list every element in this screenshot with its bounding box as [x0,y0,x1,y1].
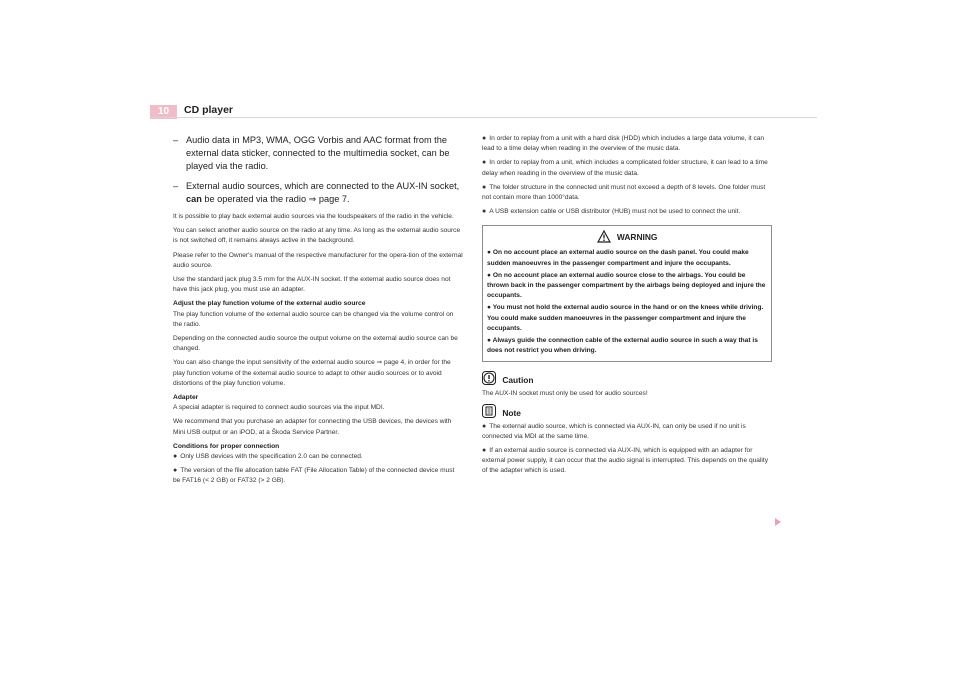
bullet-dot-icon: ● [482,159,487,167]
right-column [482,134,772,481]
bullet-dot-icon: ● [487,271,493,279]
bullet-dot-icon: ● [482,208,487,216]
note-title: Note [502,407,521,418]
caution-title: Caution [502,375,534,386]
bullet-item [482,134,772,154]
body-paragraph: It is possible to play back external audio sources via the loudspeakers of the radio in the vehicle. [173,213,454,221]
bullet-dot-icon: ● [482,422,487,430]
body-paragraph: You can select another audio source on the radio at any time. As long as the external audio source is not switched off, it remains always active in the background. [173,227,461,245]
next-page-arrow-icon[interactable] [775,518,781,526]
bullet-text: If an external audio source is connected via AUX-IN, which is equipped with an adapter for external power supply, it can occur that the audio signal is interrupted. This depends on the quality of the adapter which is used. [482,447,769,475]
bullet-dot-icon: ● [487,249,493,257]
bullet-text: The external audio source, which is connected via AUX-IN, can only be used if no unit is connected via MDI at the same time. [482,422,746,440]
dash-list-item [173,134,463,174]
bullet-dot-icon: ● [487,337,493,345]
dash-item-text: External audio sources, which are connected to the AUX-IN socket, [186,180,460,191]
body-paragraph: We recommend that you purchase an adapter for connecting the USB devices, the devices with Mini USB output or an iPOD, at a Škoda Service Partner. [173,418,452,436]
bullet-item [482,183,772,203]
body-paragraph: A special adapter is required to connect audio sources via the input MDI. [173,404,385,412]
bullet-dot-icon: ● [482,183,487,191]
bullet-item [173,452,463,462]
caution-exclamation-icon [482,371,496,385]
section-heading: Conditions for proper connection [173,442,280,450]
bullet-text: In order to replay from a unit, which includes a complicated folder structure, it can lead to a time delay when reading in the overview of the music data. [482,159,768,177]
warning-item [487,303,767,334]
bullet-text: The folder structure in the connected unit must not exceed a depth of 8 levels. One folder must not contain more than 1000°data. [482,183,766,202]
warning-text: Always guide the connection cable of the external audio source in such a way that is does not restrict you when driving. [487,337,758,355]
page-number: 10 [150,105,177,119]
body-paragraph: The play function volume of the external audio source can be changed via the volume control on the radio. [173,310,454,328]
bullet-text: Only USB devices with the specification 2.0 can be connected. [180,453,363,461]
paragraph-text: You can also change the input sensitivity of the external audio source [173,359,375,367]
warning-text: On no account place an external audio source close to the airbags. You could be thrown back in the passenger compartment by the airbags being deployed and injure the occupants. [487,271,766,300]
note-info-icon [482,404,496,418]
dash-item-text: Audio data in MP3, WMA, OGG Vorbis and AAC format from the external data sticker, connected to the multimedia socket, can be played via the radio. [186,135,450,172]
caution-heading [482,371,772,387]
body-paragraph: Use the standard jack plug 3.5 mm for the AUX-IN socket. If the external audio source does not have this jack plug, you must use an adapter. [173,276,451,294]
body-paragraph [173,358,463,389]
dash-item-bold: can [186,193,202,204]
section-heading: Adapter [173,394,199,402]
page-ref-link[interactable]: page 4, [383,359,406,367]
bullet-dot-icon: ● [173,467,178,475]
bullet-dot-icon: ● [482,135,487,142]
ref-arrow-icon: ⇒ [308,193,317,204]
bullet-dot-icon: ● [487,304,493,312]
section-heading: Adjust the play function volume of the external audio source [173,300,366,308]
bullet-item [482,207,772,217]
page-ref-link[interactable]: page 7. [318,193,350,204]
warning-title: WARNING [616,232,658,243]
dash-item-text-after: be operated via the radio [204,193,307,204]
note-heading [482,404,772,420]
page-title: CD player [184,104,234,116]
bullet-item [482,446,772,477]
dash-marker: – [173,135,179,145]
bullet-item [173,466,463,486]
bullet-item [482,422,772,442]
header-divider [150,117,817,118]
body-paragraph: Depending on the connected audio source the output volume on the external audio source can be changed. [173,335,458,353]
bullet-text: In order to replay from a unit with a hard disk (HDD) which includes a large data volume, it can lead to a time delay when reading in the overview of the music data. [482,135,765,153]
bullet-text: The version of the file allocation table FAT (File Allocation Table) of the connected device must be FAT16 (< 2 GB) or FAT32 (> 2 GB). [173,467,455,485]
warning-triangle-icon [597,230,611,243]
warning-box [482,225,772,362]
warning-item [487,271,767,302]
warning-heading [487,230,767,244]
ref-arrow-icon: ⇒ [376,359,383,367]
left-column [173,134,463,491]
warning-text: On no account place an external audio source on the dash panel. You could make sudden manoeuvres in the passenger compartment and injure the occupants. [487,249,749,267]
dash-list-item [173,180,463,206]
bullet-text: A USB extension cable or USB distributor (HUB) must not be used to connect the unit. [489,208,741,216]
warning-item [487,248,767,268]
body-paragraph: Please refer to the Owner's manual of the respective manufacturer for the opera-tion of the external audio source. [173,251,463,269]
bullet-dot-icon: ● [173,453,178,461]
warning-item [487,336,767,356]
dash-marker: – [173,180,179,191]
bullet-item [482,158,772,178]
paragraph-text-after: in order for the play function volume of the external audio source to adapt to other audio sources or to avoid distortions of the play function volume. [173,359,451,387]
bullet-dot-icon: ● [482,447,487,455]
caution-text: The AUX-IN socket must only be used for audio sources! [482,390,648,398]
warning-text: You must not hold the external audio source in the hand or on the knees while driving. You could make sudden manoeuvres in the passenger compartment and injure the occupants. [487,304,764,332]
